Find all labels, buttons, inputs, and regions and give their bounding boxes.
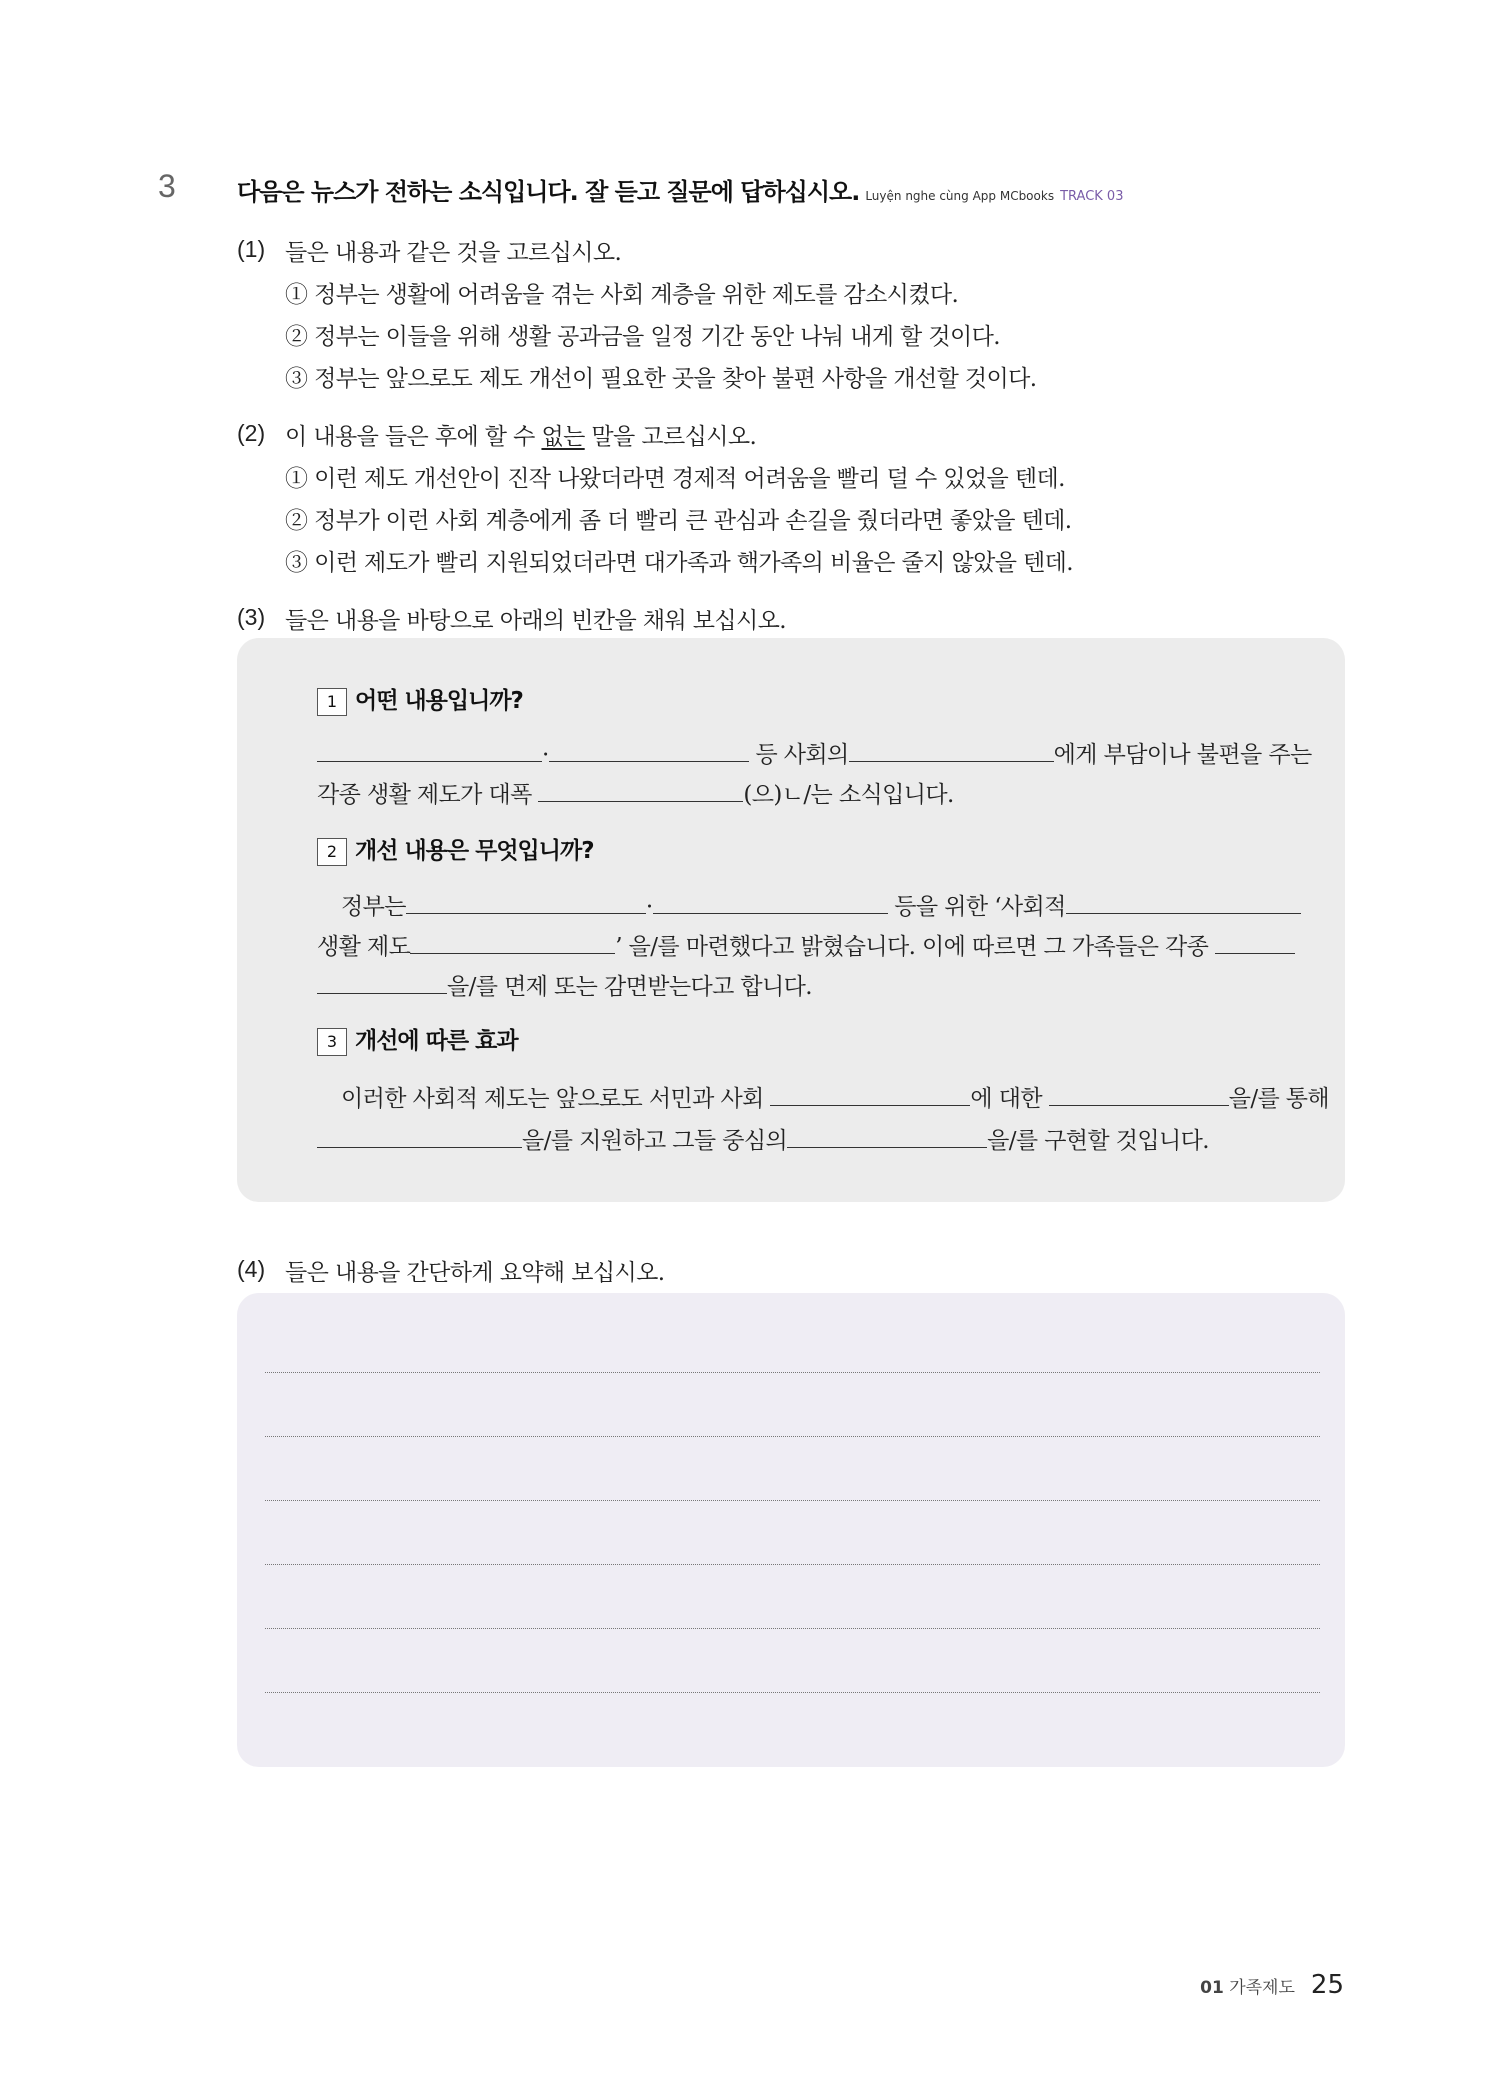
section-3-line-2 bbox=[317, 1122, 1209, 1155]
section-3-text-2: 에 대한 bbox=[970, 1086, 1042, 1112]
blank-input[interactable] bbox=[538, 783, 743, 802]
writing-line[interactable] bbox=[265, 1436, 1320, 1437]
blank-input[interactable] bbox=[1049, 1087, 1229, 1106]
q2-prompt-underlined: 없는 bbox=[541, 424, 585, 450]
section-2-number: 2 bbox=[317, 838, 347, 866]
section-3-line-1 bbox=[341, 1080, 1329, 1113]
q4-label: (4) bbox=[237, 1256, 266, 1282]
section-2-line-3 bbox=[317, 968, 812, 1001]
chapter-title: 가족제도 bbox=[1229, 1978, 1295, 1998]
q2-label: (2) bbox=[237, 420, 266, 446]
section-3-title: 개선에 따른 효과 bbox=[355, 1028, 518, 1054]
section-2-line-2 bbox=[317, 928, 1295, 961]
section-2-text-1: 정부는 bbox=[341, 894, 406, 920]
section-1-dot: · bbox=[542, 742, 549, 768]
section-1-text-1: 등 사회의 bbox=[755, 742, 849, 768]
q1-prompt: 들은 내용과 같은 것을 고르십시오. bbox=[285, 240, 622, 266]
q1-option-1[interactable]: ① 정부는 생활에 어려움을 겪는 사회 계층을 위한 제도를 감소시켰다. bbox=[285, 282, 959, 308]
blank-input[interactable] bbox=[406, 895, 646, 914]
page-number: 25 bbox=[1310, 1970, 1344, 2000]
chapter-number: 01 bbox=[1200, 1978, 1224, 1998]
section-2-text-2: 등을 위한 ‘사회적 bbox=[894, 894, 1066, 920]
writing-line[interactable] bbox=[265, 1372, 1320, 1373]
blank-input[interactable] bbox=[317, 743, 542, 762]
section-3-heading bbox=[317, 1022, 518, 1056]
writing-line[interactable] bbox=[265, 1500, 1320, 1501]
section-1-title: 어떤 내용입니까? bbox=[355, 688, 523, 714]
page-footer bbox=[1200, 1970, 1344, 2000]
question-title bbox=[237, 172, 1123, 207]
blank-input[interactable] bbox=[317, 1129, 522, 1148]
section-1-text-3: 각종 생활 제도가 대폭 bbox=[317, 782, 532, 808]
blank-input[interactable] bbox=[317, 975, 447, 994]
section-2-text-4: ’ 을/를 마련했다고 밝혔습니다. 이에 따르면 그 가족들은 각종 bbox=[615, 934, 1209, 960]
section-2-text-3: 생활 제도 bbox=[317, 934, 411, 960]
section-3-text-5: 을/를 구현할 것입니다. bbox=[987, 1128, 1209, 1154]
blank-input[interactable] bbox=[849, 743, 1054, 762]
q2-prompt-post: 말을 고르십시오. bbox=[584, 424, 757, 450]
summary-box[interactable] bbox=[237, 1293, 1345, 1767]
track-label: TRACK 03 bbox=[1060, 189, 1124, 204]
q2-option-2[interactable]: ② 정부가 이런 사회 계층에게 좀 더 빨리 큰 관심과 손길을 줬더라면 좋았을 텐데. bbox=[285, 508, 1072, 534]
q2-option-3[interactable]: ③ 이런 제도가 빨리 지원되었더라면 대가족과 핵가족의 비율은 줄지 않았을 텐데. bbox=[285, 550, 1073, 576]
q1-option-2[interactable]: ② 정부는 이들을 위해 생활 공과금을 일정 기간 동안 나눠 내게 할 것이다. bbox=[285, 324, 1000, 350]
blank-input[interactable] bbox=[1215, 935, 1295, 954]
writing-line[interactable] bbox=[265, 1628, 1320, 1629]
section-3-text-1: 이러한 사회적 제도는 앞으로도 서민과 사회 bbox=[341, 1086, 764, 1112]
q3-label: (3) bbox=[237, 604, 266, 630]
blank-input[interactable] bbox=[549, 743, 749, 762]
blank-input[interactable] bbox=[1066, 895, 1301, 914]
section-2-heading bbox=[317, 832, 594, 866]
section-1-text-4: (으)ㄴ/는 소식입니다. bbox=[743, 782, 954, 808]
section-3-text-3: 을/를 통해 bbox=[1228, 1086, 1330, 1112]
blank-input[interactable] bbox=[770, 1087, 970, 1106]
q2-prompt bbox=[285, 418, 756, 451]
q4-prompt: 들은 내용을 간단하게 요약해 보십시오. bbox=[285, 1260, 665, 1286]
section-1-number: 1 bbox=[317, 688, 347, 716]
blank-input[interactable] bbox=[410, 935, 615, 954]
section-3-number: 3 bbox=[317, 1028, 347, 1056]
section-1-heading bbox=[317, 682, 523, 716]
app-note: Luyện nghe cùng App MCbooks bbox=[865, 189, 1055, 203]
section-2-text-5: 을/를 면제 또는 감면받는다고 합니다. bbox=[447, 974, 812, 1000]
section-2-dot: · bbox=[645, 894, 653, 920]
q2-prompt-pre: 이 내용을 들은 후에 할 수 bbox=[285, 424, 542, 450]
q3-prompt: 들은 내용을 바탕으로 아래의 빈칸을 채워 보십시오. bbox=[285, 608, 786, 634]
q2-option-1[interactable]: ① 이런 제도 개선안이 진작 나왔더라면 경제적 어려움을 빨리 덜 수 있었을 텐데. bbox=[285, 466, 1065, 492]
writing-line[interactable] bbox=[265, 1692, 1320, 1693]
section-2-title: 개선 내용은 무엇입니까? bbox=[355, 838, 594, 864]
section-1-text-2: 에게 부담이나 불편을 주는 bbox=[1053, 742, 1312, 768]
question-title-text: 다음은 뉴스가 전하는 소식입니다. 잘 듣고 질문에 답하십시오. bbox=[237, 178, 860, 206]
question-number: 3 bbox=[158, 168, 176, 204]
section-1-line-2 bbox=[317, 776, 954, 809]
blank-input[interactable] bbox=[787, 1129, 987, 1148]
section-1-line-1 bbox=[317, 736, 1312, 769]
q1-label: (1) bbox=[237, 236, 266, 262]
blank-input[interactable] bbox=[653, 895, 888, 914]
section-3-text-4: 을/를 지원하고 그들 중심의 bbox=[522, 1128, 788, 1154]
writing-line[interactable] bbox=[265, 1564, 1320, 1565]
q1-option-3[interactable]: ③ 정부는 앞으로도 제도 개선이 필요한 곳을 찾아 불편 사항을 개선할 것이다. bbox=[285, 366, 1037, 392]
section-2-line-1 bbox=[341, 888, 1301, 921]
